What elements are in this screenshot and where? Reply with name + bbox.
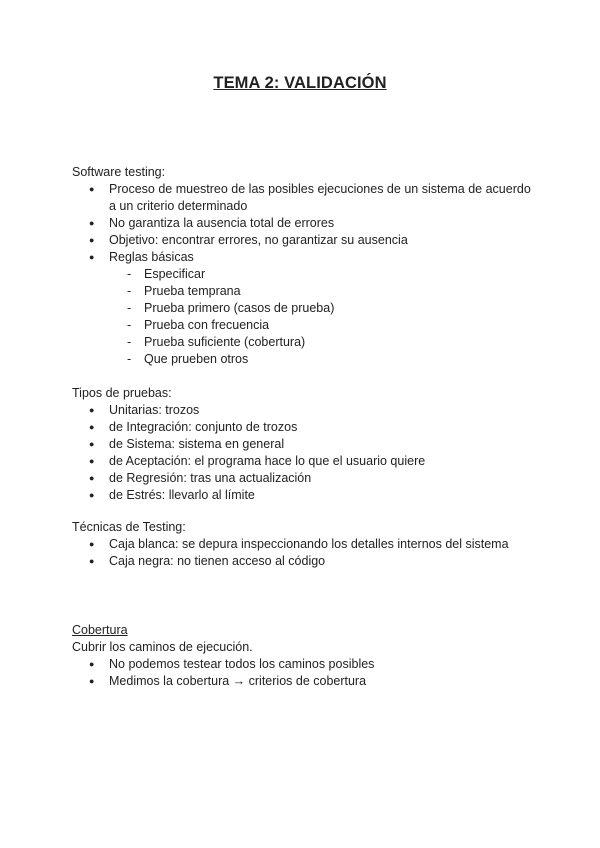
section-heading-software-testing: Software testing: — [72, 165, 166, 179]
software-testing-list — [72, 181, 532, 266]
page-title: TEMA 2: VALIDACIÓN — [213, 74, 387, 92]
cobertura-section — [72, 622, 532, 690]
list-item: ● No garantiza la ausencia total de errores — [72, 215, 532, 232]
sub-list-item: - Prueba con frecuencia — [72, 317, 532, 334]
section-heading-tipos: Tipos de pruebas: — [72, 386, 172, 400]
list-item-label: Reglas básicas — [109, 250, 194, 264]
list-item: ● de Integración: conjunto de trozos — [72, 419, 532, 436]
software-testing-section — [72, 164, 532, 368]
list-item: ● Caja blanca: se depura inspeccionando los detalles internos del sistema — [72, 536, 532, 553]
list-item: ● Proceso de muestreo de las posibles ejecuciones de un sistema de acuerdo a un criterio determinado — [72, 181, 532, 215]
list-item: ● Medimos la cobertura → criterios de cobertura — [72, 673, 532, 690]
sub-list-item: - Prueba temprana — [72, 283, 532, 300]
list-item: ● Objetivo: encontrar errores, no garantizar su ausencia — [72, 232, 532, 249]
tecnicas-section — [72, 519, 532, 570]
sub-list-item: - Prueba suficiente (cobertura) — [72, 334, 532, 351]
tecnicas-list — [72, 536, 532, 570]
list-item: ● de Sistema: sistema en general — [72, 436, 532, 453]
section-heading-cobertura: Cobertura — [72, 623, 128, 637]
list-item: ● Unitarias: trozos — [72, 402, 532, 419]
list-item: ● No podemos testear todos los caminos posibles — [72, 656, 532, 673]
sub-list-item: - Prueba primero (casos de prueba) — [72, 300, 532, 317]
list-item: ● de Estrés: llevarlo al límite — [72, 487, 532, 504]
list-item: ● de Aceptación: el programa hace lo que el usuario quiere — [72, 453, 532, 470]
sub-list-item: - Especificar — [72, 266, 532, 283]
cobertura-intro: Cubrir los caminos de ejecución. — [72, 640, 253, 654]
section-heading-tecnicas: Técnicas de Testing: — [72, 520, 186, 534]
list-item: ● de Regresión: tras una actualización — [72, 470, 532, 487]
reglas-basicas-list — [72, 266, 532, 368]
tipos-list — [72, 402, 532, 504]
list-item-reglas — [72, 249, 532, 266]
cobertura-list — [72, 656, 532, 690]
tipos-pruebas-section — [72, 385, 532, 504]
list-item: ● Caja negra: no tienen acceso al código — [72, 553, 532, 570]
sub-list-item: - Que prueben otros — [72, 351, 532, 368]
